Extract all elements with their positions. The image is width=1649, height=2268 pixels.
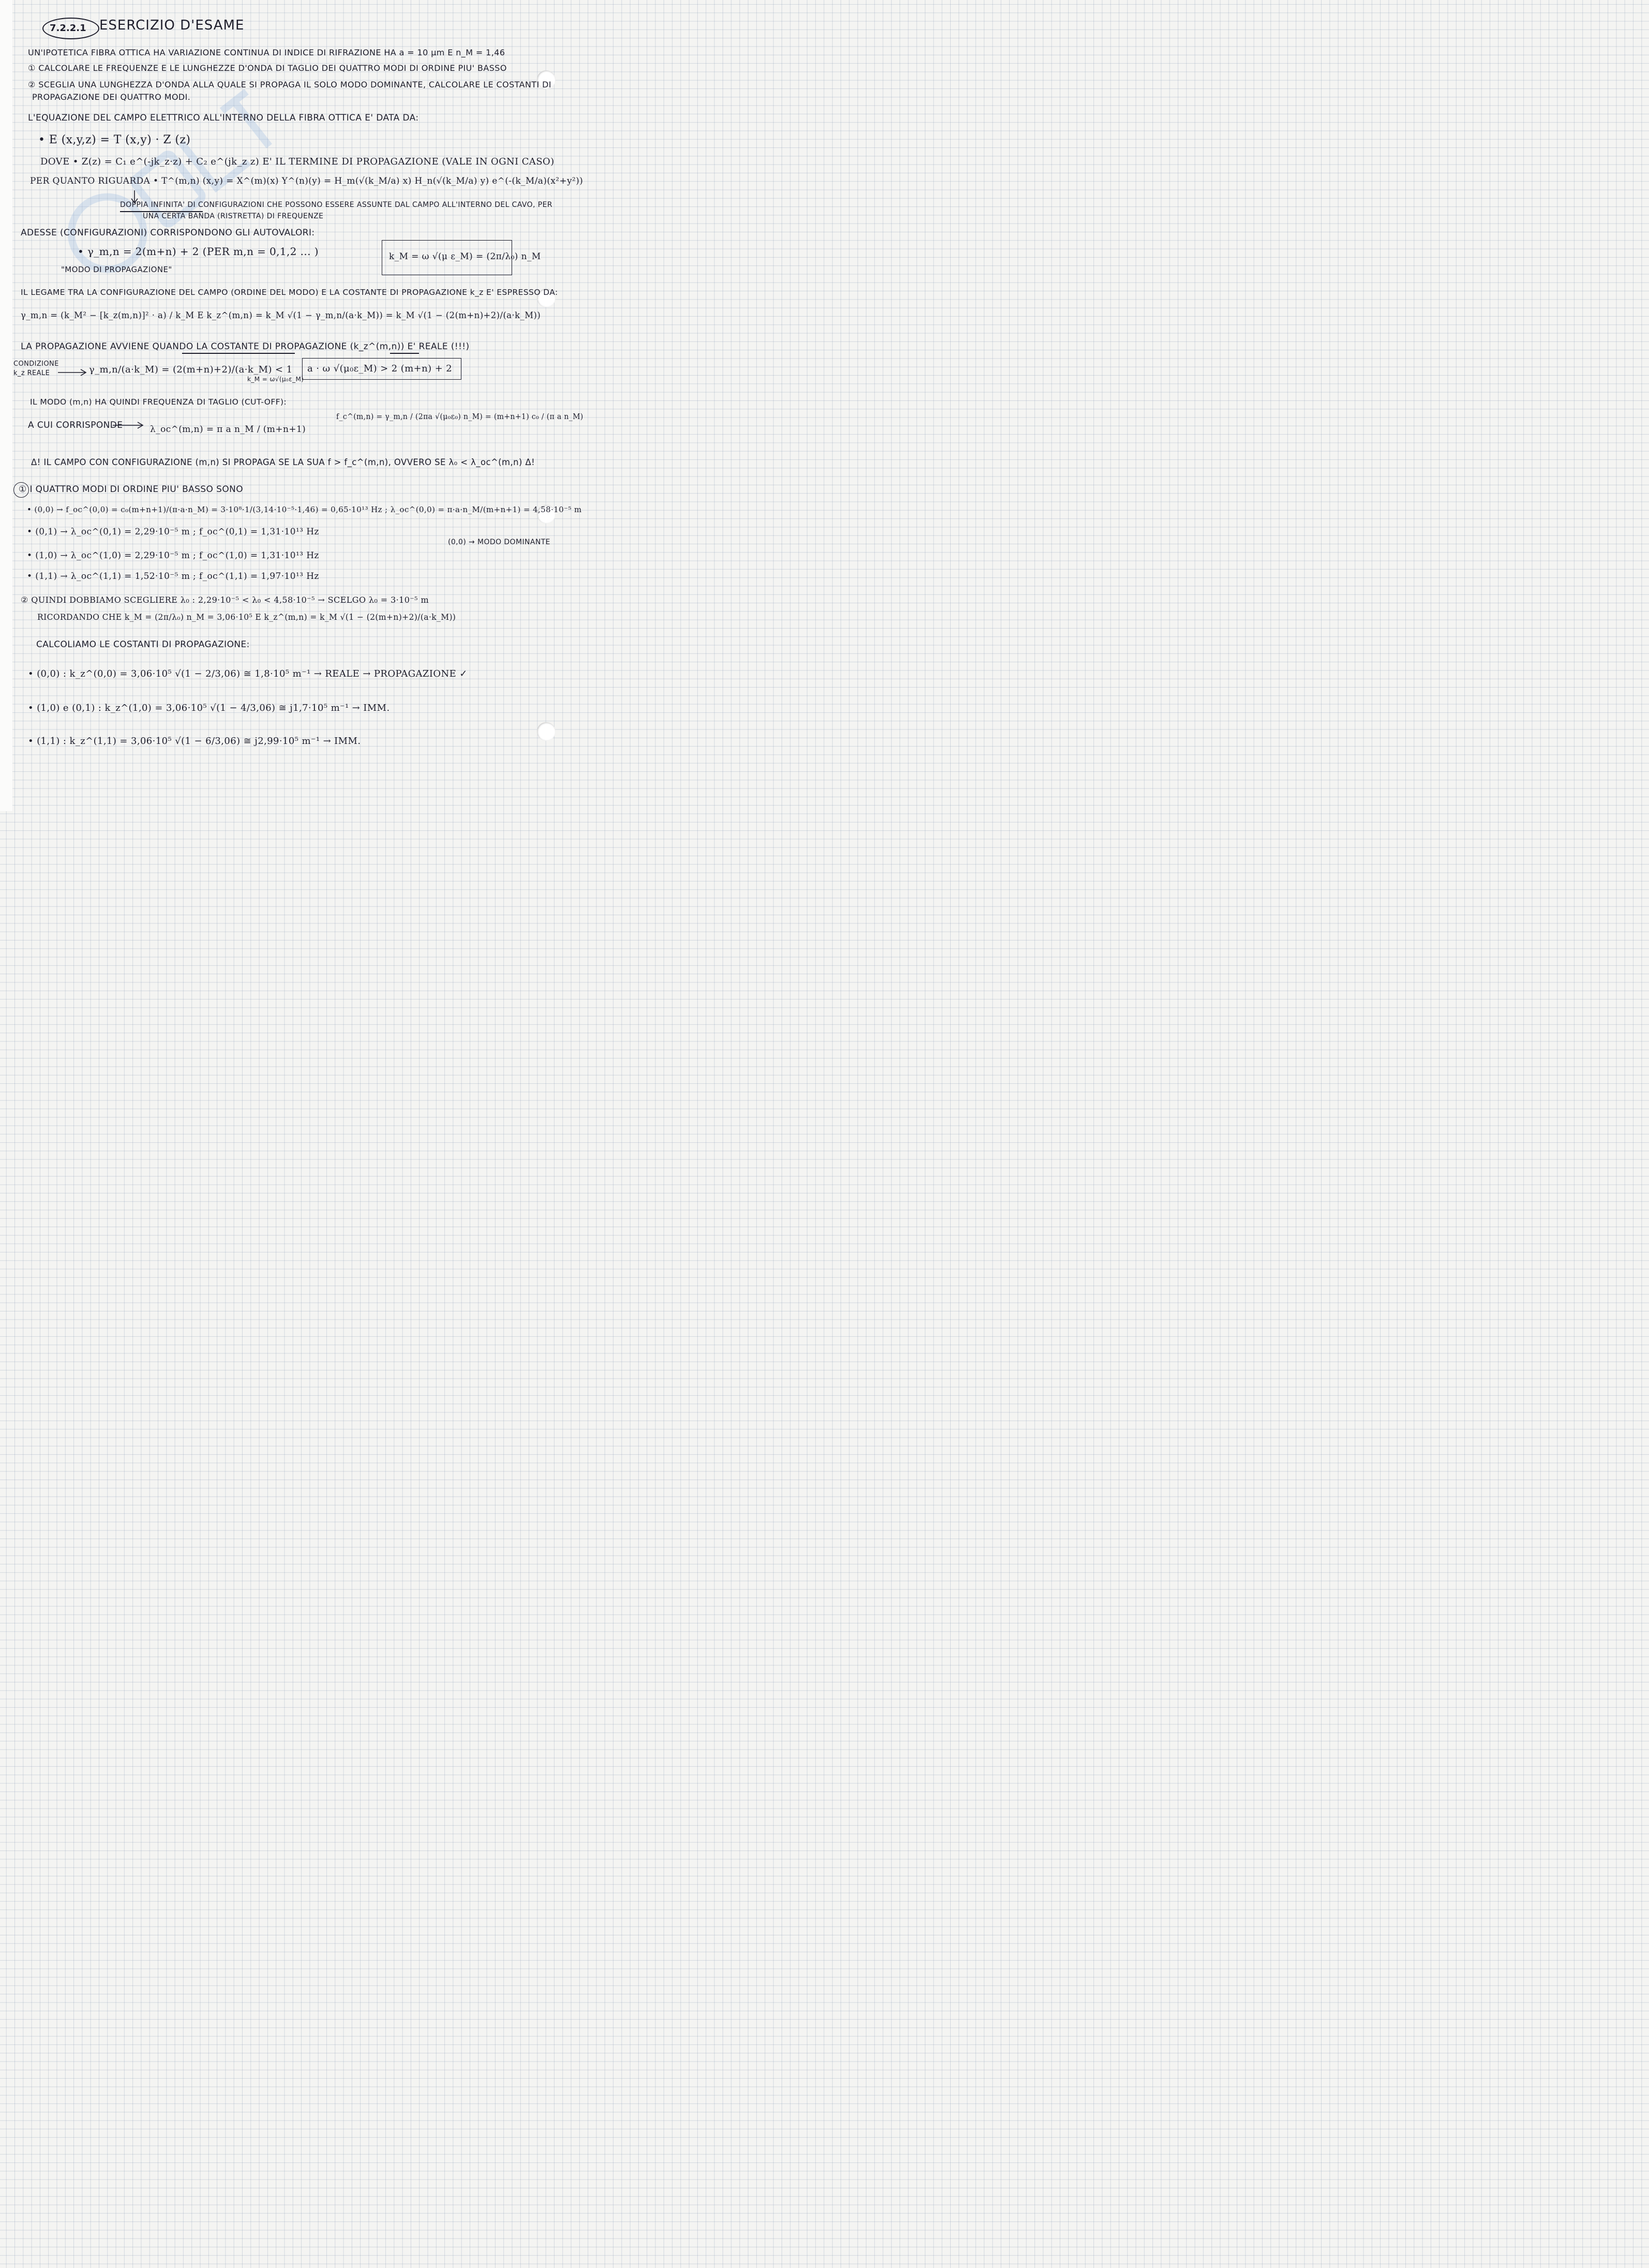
- theory-line: LA PROPAGAZIONE AVVIENE QUANDO LA COSTANTE DI PROPAGAZIONE (k_z^(m,n)) E' REALE (!!!): [21, 341, 470, 352]
- page-title: ESERCIZIO D'ESAME: [99, 18, 245, 33]
- arrow-right-icon: [58, 368, 87, 377]
- dominant-mode-note: (0,0) → MODO DOMINANTE: [448, 538, 550, 546]
- mode-row: • (0,0) → f_oc^(0,0) = c₀(m+n+1)/(π·a·n_M) = 3·10⁸·1/(3,14·10⁻⁵·1,46) = 0,65·10¹³ Hz ; λ_oc^(0,0) = π·a·n_M/(m+n+1) = 4,58·10⁻⁵ m: [27, 505, 582, 514]
- watermark-logo: [31, 78, 324, 295]
- part2-line: CALCOLIAMO LE COSTANTI DI PROPAGAZIONE:: [36, 639, 250, 650]
- cutoff-wavelength-formula: λ_oc^(m,n) = π a n_M / (m+n+1): [150, 424, 306, 435]
- theory-line: UNA CERTA BANDA (RISTRETTA) DI FREQUENZE: [143, 212, 324, 220]
- theory-line: A CUI CORRISPONDE: [28, 420, 123, 430]
- cutoff-frequency-formula: f_c^(m,n) = γ_m,n / (2πa √(μ₀ε₀) n_M) = (m+n+1) c₀ / (π a n_M): [336, 412, 583, 421]
- mode-row: • (1,0) → λ_oc^(1,0) = 2,29·10⁻⁵ m ; f_oc^(1,0) = 1,31·10¹³ Hz: [27, 550, 319, 561]
- underline: [182, 353, 295, 354]
- propagation-condition: γ_m,n/(a·k_M) = (2(m+n)+2)/(a·k_M) < 1: [89, 364, 293, 375]
- eigenvalue-equation: • γ_m,n = 2(m+n) + 2 (PER m,n = 0,1,2 ... ): [78, 245, 319, 258]
- propagation-term-equation: DOVE • Z(z) = C₁ e^(-jk_z·z) + C₂ e^(jk_z z) E' IL TERMINE DI PROPAGAZIONE (VALE IN OGNI CASO): [40, 156, 554, 167]
- mode-row: • (1,1) → λ_oc^(1,1) = 1,52·10⁻⁵ m ; f_oc^(1,1) = 1,97·10¹³ Hz: [27, 571, 319, 581]
- part2-line: RICORDANDO CHE k_M = (2π/λ₀) n_M = 3,06·10⁵ E k_z^(m,n) = k_M √(1 − (2(m+n)+2)/(a·k_M)): [37, 613, 456, 622]
- intro-line: ① CALCOLARE LE FREQUENZE E LE LUNGHEZZE D'ONDA DI TAGLIO DEI QUATTRO MODI DI ORDINE PIU' BASSO: [28, 63, 507, 73]
- mode-label: "MODO DI PROPAGAZIONE": [61, 265, 172, 274]
- kz-result-row: • (1,0) e (0,1) : k_z^(1,0) = 3,06·10⁵ √(1 − 4/3,06) ≅ j1,7·10⁵ m⁻¹ → IMM.: [28, 703, 390, 713]
- theory-line: L'EQUAZIONE DEL CAMPO ELETTRICO ALL'INTERNO DELLA FIBRA OTTICA E' DATA DA:: [28, 113, 419, 123]
- page-margin-strip: [0, 0, 12, 811]
- kz-result-row: • (1,1) : k_z^(1,1) = 3,06·10⁵ √(1 − 6/3,06) ≅ j2,99·10⁵ m⁻¹ → IMM.: [28, 736, 361, 747]
- condition-label: k_z REALE: [13, 369, 50, 377]
- theory-line: IL MODO (m,n) HA QUINDI FREQUENZA DI TAGLIO (CUT-OFF):: [30, 397, 287, 407]
- arrow-right-icon: [113, 421, 144, 429]
- kz-relation-equation: γ_m,n = (k_M² − [k_z(m,n)]² · a) / k_M E k_z^(m,n) = k_M √(1 − γ_m,n/(a·k_M)) = k_M √(1 − (2(m+n)+2)/(a·k_M)): [21, 310, 541, 320]
- propagation-rule: Δ! IL CAMPO CON CONFIGURAZIONE (m,n) SI PROPAGA SE LA SUA f > f_c^(m,n), OVVERO SE λ₀ < λ_oc^(m,n) Δ!: [31, 457, 535, 467]
- theory-line: DOPPIA INFINITA' DI CONFIGURAZIONI CHE POSSONO ESSERE ASSUNTE DAL CAMPO ALL'INTERNO DEL CAVO, PER: [120, 201, 552, 209]
- field-equation: • E (x,y,z) = T (x,y) · Z (z): [38, 133, 191, 146]
- part2-line: ② QUINDI DOBBIAMO SCEGLIERE λ₀ : 2,29·10⁻⁵ < λ₀ < 4,58·10⁻⁵ → SCELGO λ₀ = 3·10⁻⁵ m: [21, 595, 429, 605]
- punch-hole: [537, 722, 556, 741]
- theory-line: ADESSE (CONFIGURAZIONI) CORRISPONDONO GLI AUTOVALORI:: [21, 228, 315, 238]
- kz-result-row: • (0,0) : k_z^(0,0) = 3,06·10⁵ √(1 − 2/3,06) ≅ 1,8·10⁵ m⁻¹ → REALE → PROPAGAZIONE ✓: [28, 668, 468, 679]
- exercise-code: 7.2.2.1: [50, 23, 86, 34]
- intro-line: UN'IPOTETICA FIBRA OTTICA HA VARIAZIONE CONTINUA DI INDICE DI RIFRAZIONE HA a = 10 μm E n_M = 1,46: [28, 48, 505, 57]
- theory-line: IL LEGAME TRA LA CONFIGURAZIONE DEL CAMPO (ORDINE DEL MODO) E LA COSTANTE DI PROPAGAZIONE k_z E' ESPRESSO DA:: [21, 288, 558, 297]
- mode-row: • (0,1) → λ_oc^(0,1) = 2,29·10⁻⁵ m ; f_oc^(0,1) = 1,31·10¹³ Hz: [27, 527, 319, 537]
- underline: [390, 353, 419, 354]
- condition-result: a · ω √(μ₀ε_M) > 2 (m+n) + 2: [307, 363, 453, 374]
- exercise-code-badge: [42, 18, 99, 39]
- km-definition: k_M = ω √(μ ε_M) = (2π/λ₀) n_M: [389, 251, 541, 262]
- part1-heading: ① I QUATTRO MODI DI ORDINE PIU' BASSO SONO: [19, 484, 243, 495]
- transverse-field-equation: PER QUANTO RIGUARDA • T^(m,n) (x,y) = X^(m)(x) Y^(n)(y) = H_m(√(k_M/a) x) H_n(√(k_M/a) y) e^(-(k_M/a)(x²+y²)): [30, 176, 583, 186]
- intro-line: PROPAGAZIONE DEI QUATTRO MODI.: [32, 92, 191, 102]
- intro-line: ② SCEGLIA UNA LUNGHEZZA D'ONDA ALLA QUALE SI PROPAGA IL SOLO MODO DOMINANTE, CALCOLARE LE COSTANTI DI: [28, 80, 551, 89]
- condition-label: CONDIZIONE: [13, 360, 59, 368]
- km-substitution-note: k_M = ω√(μ₀ε_M): [247, 376, 304, 383]
